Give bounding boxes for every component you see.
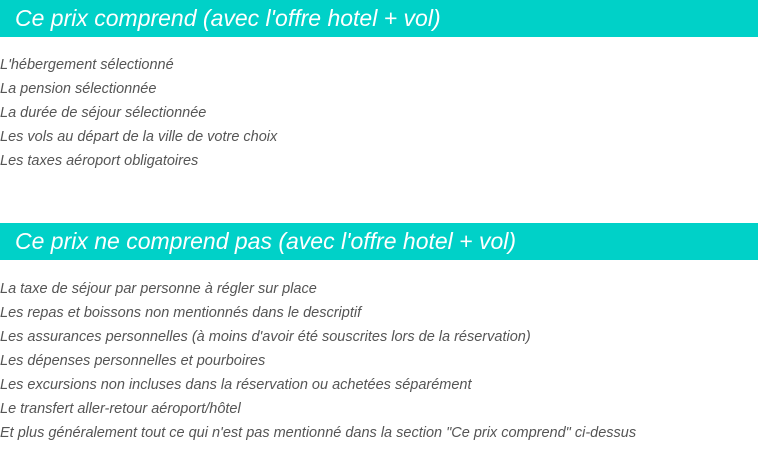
price-excludes-section <box>0 223 758 445</box>
list-item: Les excursions non incluses dans la réservation ou achetées séparément <box>0 377 472 393</box>
list-item: La taxe de séjour par personne à régler sur place <box>0 281 317 297</box>
list-item: Les taxes aéroport obligatoires <box>0 153 199 169</box>
list-item: Les vols au départ de la ville de votre choix <box>0 129 278 145</box>
price-includes-section <box>0 0 758 173</box>
list-item: La durée de séjour sélectionnée <box>0 105 207 121</box>
list-item: Les assurances personnelles (à moins d'avoir été souscrites lors de la réservation) <box>0 329 531 345</box>
list-item: La pension sélectionnée <box>0 81 157 97</box>
price-excludes-title: Ce prix ne comprend pas (avec l'offre hotel + vol) <box>0 223 758 260</box>
list-item: Et plus généralement tout ce qui n'est pas mentionné dans la section "Ce prix comprend" ci-dessus <box>0 425 637 441</box>
list-item: L'hébergement sélectionné <box>0 57 174 73</box>
list-item: Les dépenses personnelles et pourboires <box>0 353 266 369</box>
price-includes-list <box>0 37 758 173</box>
list-item: Les repas et boissons non mentionnés dans le descriptif <box>0 305 362 321</box>
list-item: Le transfert aller-retour aéroport/hôtel <box>0 401 241 417</box>
price-excludes-list <box>0 260 758 445</box>
price-includes-title: Ce prix comprend (avec l'offre hotel + vol) <box>0 0 758 37</box>
